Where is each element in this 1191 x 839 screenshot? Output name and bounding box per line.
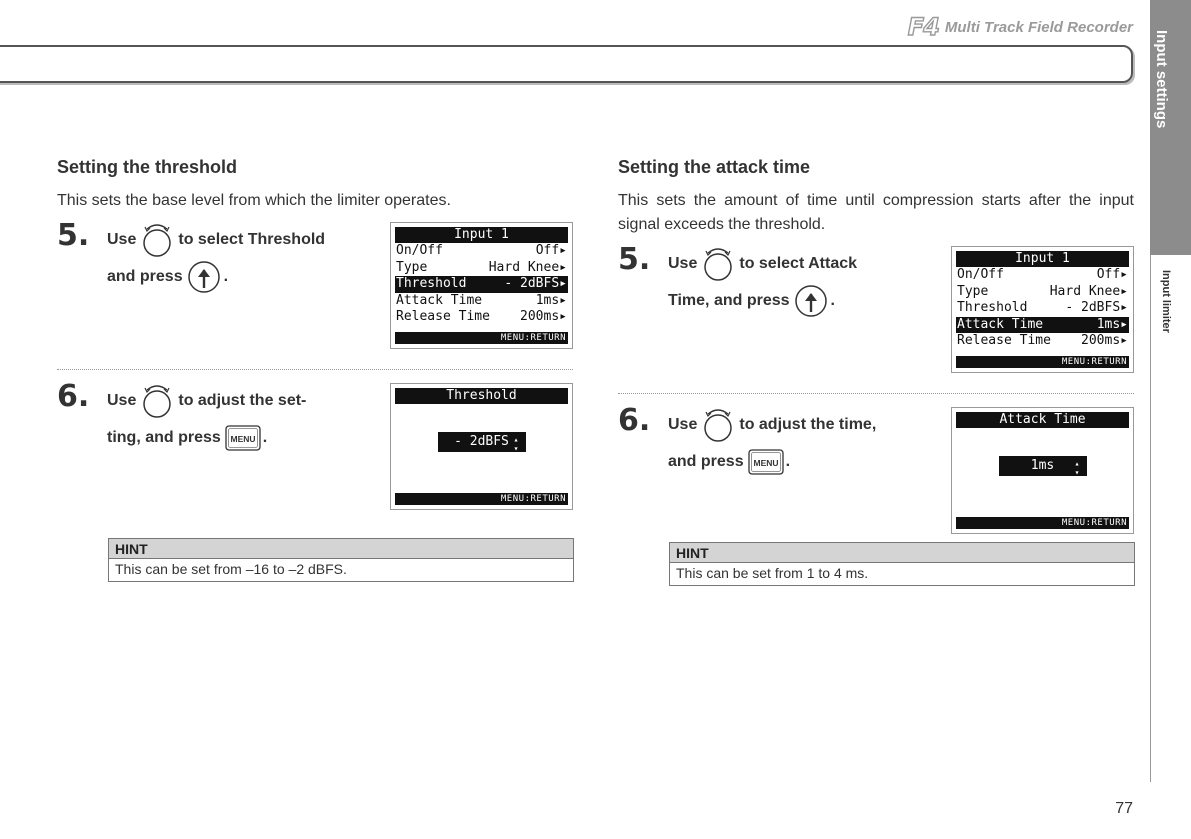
step-text: Use	[107, 231, 137, 248]
step-text: Use	[107, 392, 137, 409]
step-text: to select Threshold	[178, 231, 326, 248]
divider	[618, 393, 1134, 394]
step-text: .	[830, 292, 835, 309]
rotary-dial-icon	[140, 383, 174, 419]
lcd-footer: MENU:RETURN	[956, 517, 1129, 529]
divider	[57, 369, 573, 370]
step-text: ting, and press	[107, 429, 221, 446]
step-text: .	[785, 453, 791, 470]
lcd-row-threshold: Threshold - 2dBFS▸	[957, 300, 1128, 315]
push-dial-icon	[187, 260, 221, 294]
menu-key-icon	[748, 449, 784, 475]
threshold-section-title: Setting the threshold	[57, 157, 237, 177]
step-text: to adjust the set-	[178, 392, 307, 409]
step-text: Use	[668, 255, 698, 272]
lcd-title: Threshold	[395, 388, 568, 404]
header-bar	[0, 45, 1133, 83]
step-text: to select Attack	[739, 255, 858, 272]
lcd-footer: MENU:RETURN	[956, 356, 1129, 368]
lcd-title: Attack Time	[956, 412, 1129, 428]
rotary-dial-icon	[701, 246, 735, 282]
lcd-footer: MENU:RETURN	[395, 493, 568, 505]
attack-step6-line1	[668, 407, 876, 443]
header-brand	[908, 13, 1133, 41]
push-dial-icon	[794, 284, 828, 318]
subsection-tab-label[interactable]: Input limiter	[1160, 270, 1172, 333]
step-text: and press	[107, 268, 183, 285]
hint-label: HINT	[670, 543, 1134, 563]
lcd-row-release: Release Time 200ms▸	[957, 333, 1128, 348]
lcd-value-box	[999, 456, 1087, 476]
up-down-arrow-icon: ▴▾	[511, 435, 521, 453]
step-text: to adjust the time,	[739, 416, 877, 433]
threshold-description: This sets the base level from which the limiter operates.	[57, 192, 451, 209]
attack-step6-number: 6.	[618, 403, 651, 438]
attack-step6-line2	[668, 449, 790, 475]
product-logo: F4	[907, 13, 939, 41]
lcd-row-attack: Attack Time 1ms▸	[396, 292, 567, 308]
step-text: Time, and press	[668, 292, 790, 309]
product-subtitle: Multi Track Field Recorder	[944, 18, 1133, 36]
svg-text:MENU: MENU	[230, 434, 256, 444]
lcd-row-onoff: On/Off Off▸	[957, 267, 1128, 282]
threshold-step6-line2	[107, 425, 267, 451]
threshold-step6-line1	[107, 383, 306, 419]
step-text: .	[262, 429, 268, 446]
lcd-title: Input 1	[956, 251, 1129, 267]
threshold-step5-line1	[107, 222, 325, 258]
threshold-hint-box	[108, 538, 574, 582]
rotary-dial-icon	[701, 407, 735, 443]
up-down-arrow-icon: ▴▾	[1072, 459, 1082, 477]
attack-section-title: Setting the attack time	[618, 157, 811, 177]
hint-label: HINT	[109, 539, 573, 559]
threshold-lcd-menu	[390, 222, 573, 349]
threshold-step5-number: 5.	[57, 218, 90, 253]
threshold-step5-line2	[107, 260, 228, 294]
threshold-step6-number: 6.	[57, 379, 90, 414]
side-divider-line	[1150, 255, 1151, 782]
page-number: 77	[1115, 800, 1133, 817]
section-tab-label: Input settings	[1153, 30, 1170, 129]
lcd-row-type: Type Hard Knee▸	[957, 283, 1128, 299]
lcd-title: Input 1	[395, 227, 568, 243]
attack-step5-line2	[668, 284, 835, 318]
attack-hint-box	[669, 542, 1135, 586]
lcd-row-onoff: On/Off Off▸	[396, 243, 567, 258]
attack-lcd-menu	[951, 246, 1134, 373]
lcd-row-release: Release Time 200ms▸	[396, 309, 567, 324]
step-text: and press	[668, 453, 744, 470]
step-text: .	[223, 268, 229, 285]
lcd-footer: MENU:RETURN	[395, 332, 568, 344]
lcd-value-text: 1ms	[1030, 458, 1055, 473]
threshold-lcd-value	[390, 383, 573, 510]
attack-description: This sets the amount of time until compression starts after the input signal exceeds the threshold.	[618, 192, 1134, 233]
lcd-row-threshold-selected: Threshold - 2dBFS▸	[396, 276, 567, 291]
attack-step5-line1	[668, 246, 857, 282]
attack-lcd-value	[951, 407, 1134, 534]
lcd-row-attack-selected: Attack Time 1ms▸	[957, 316, 1128, 332]
step-text: Use	[668, 416, 698, 433]
lcd-value-text: - 2dBFS	[454, 434, 509, 449]
hint-text: This can be set from 1 to 4 ms.	[676, 565, 869, 581]
hint-text: This can be set from –16 to –2 dBFS.	[115, 561, 347, 577]
lcd-row-type: Type Hard Knee▸	[396, 259, 567, 275]
menu-key-icon	[225, 425, 261, 451]
attack-step5-number: 5.	[618, 242, 651, 277]
svg-text:MENU: MENU	[753, 458, 779, 468]
rotary-dial-icon	[140, 222, 174, 258]
lcd-value-box	[438, 432, 526, 452]
